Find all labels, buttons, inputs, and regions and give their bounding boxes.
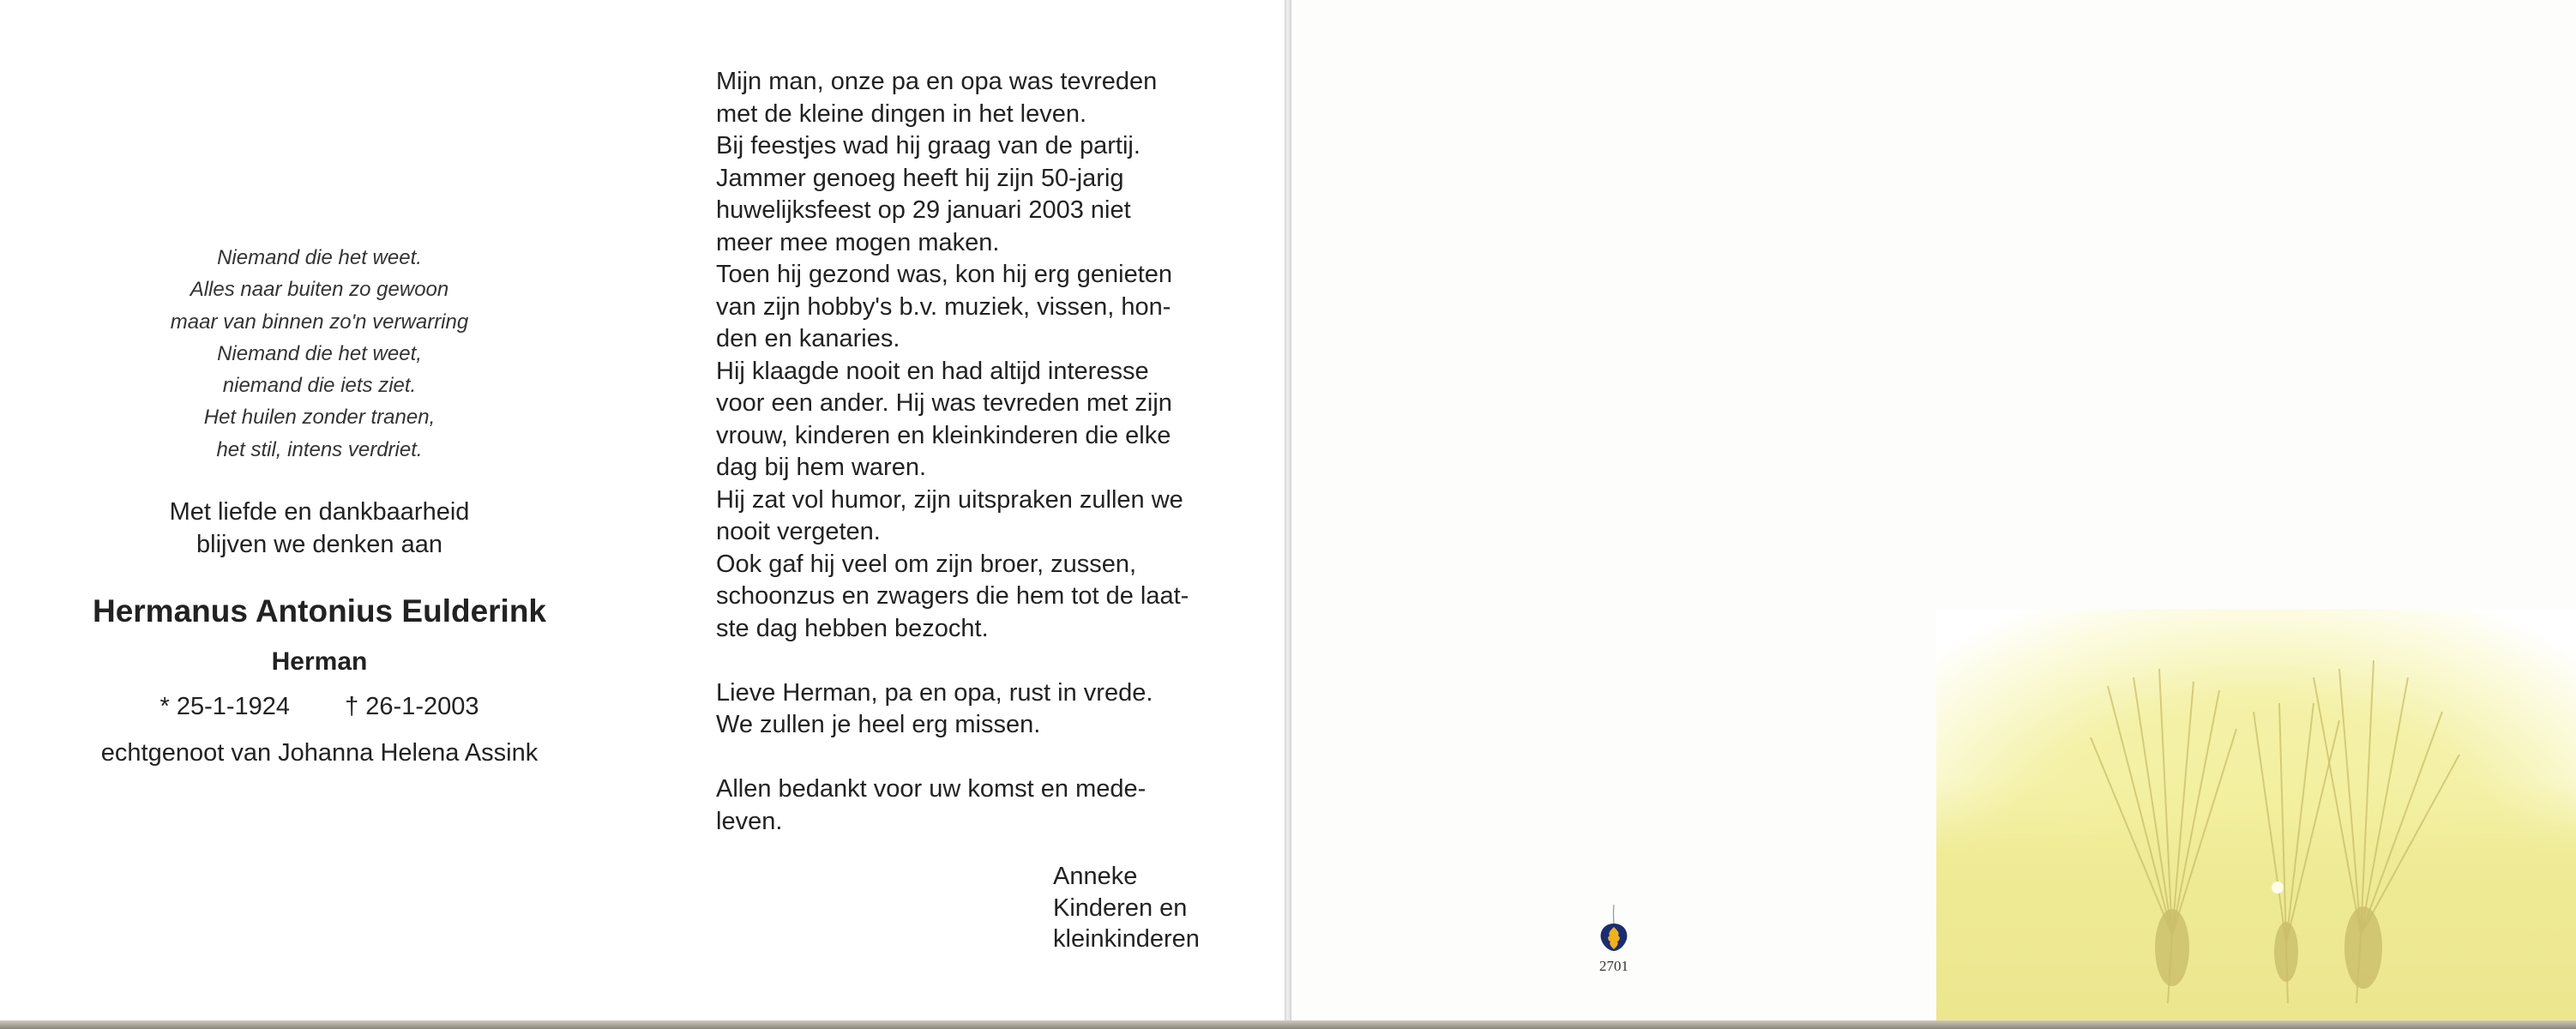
memorial-text-line: met de kleine dingen in het leven.: [716, 99, 1087, 128]
poem-line: Het huilen zonder tranen,: [203, 406, 436, 430]
poem-line: het stil, intens verdriet.: [216, 437, 423, 461]
birth-date: * 25-1-1924: [159, 693, 291, 720]
memorial-text-line: leven.: [716, 807, 783, 835]
memorial-text-line: vrouw, kinderen en kleinkinderen die elke: [716, 421, 1171, 449]
dedication: [69, 496, 570, 561]
death-date: † 26-1-2003: [345, 693, 479, 720]
memorial-text: [716, 66, 1189, 838]
memorial-text-line: den en kanaries.: [716, 325, 900, 352]
memorial-text-line: ste dag hebben bezocht.: [716, 614, 989, 642]
poem: [69, 242, 570, 466]
poem-line: Niemand die het weet,: [217, 341, 422, 365]
poem-line: niemand die iets ziet.: [222, 374, 417, 398]
card-fold: [1285, 0, 1291, 1029]
memorial-text-line: voor een ander. Hij was tevreden met zijn: [716, 389, 1172, 417]
signature: [1053, 861, 1200, 955]
signature-line: Anneke: [1053, 863, 1138, 890]
memorial-text-line: huwelijksfeest op 29 januari 2003 niet: [716, 196, 1131, 224]
pollard-willows-in-mist-photo: [1936, 609, 2576, 1020]
card-bottom-edge: [0, 1020, 2576, 1029]
memorial-text-line: Hij klaagde nooit en had altijd interesse: [716, 357, 1149, 385]
card-inner-left-page: [0, 0, 1285, 1022]
memorial-text-line: Ook gaf hij veel om zijn broer, zussen,: [716, 550, 1137, 578]
poem-line: Niemand die het weet.: [217, 246, 422, 269]
poem-line: maar van binnen zo'n verwarring: [170, 310, 469, 334]
deceased-name: Hermanus Antonius Eulderink: [92, 593, 547, 629]
poem-line: Alles naar buiten zo gewoon: [190, 278, 449, 302]
life-dates: [34, 693, 605, 721]
memorial-text-line: Jammer genoeg heeft hij zijn 50-jarig: [716, 164, 1124, 192]
memorial-text-line: Allen bedankt voor uw komst en mede-: [716, 775, 1147, 803]
memorial-text-line: nooit vergeten.: [716, 518, 881, 545]
spouse-line: echtgenoot van Johanna Helena Assink: [100, 739, 539, 767]
dedication-line: blijven we denken aan: [196, 531, 442, 558]
memorial-text-line: van zijn hobby's b.v. muziek, vissen, hon-: [716, 292, 1171, 321]
memorial-text-line: meer mee mogen maken.: [716, 228, 1000, 256]
signature-line: kleinkinderen: [1053, 925, 1200, 953]
print-code: 2701: [1599, 958, 1628, 974]
memorial-text-line: Lieve Herman, pa en opa, rust in vrede.: [716, 678, 1153, 707]
memorial-text-line: Mijn man, onze pa en opa was tevreden: [716, 68, 1158, 95]
memorial-text-line: Toen hij gezond was, kon hij erg genieten: [716, 261, 1173, 288]
oak-leaf-emblem-icon: [1597, 905, 1631, 956]
memorial-text-line: schoonzus en zwagers die hem tot de laat-: [716, 582, 1189, 610]
deceased-nickname: Herman: [271, 647, 368, 676]
memorial-text-line: [716, 742, 1189, 774]
signature-line: Kinderen en: [1053, 894, 1188, 922]
memorial-text-line: Bij feestjes wad hij graag van de partij.: [716, 132, 1141, 159]
memorial-text-line: [716, 645, 1189, 677]
dedication-line: Met liefde en dankbaarheid: [169, 498, 470, 526]
memorial-text-line: We zullen je heel erg missen.: [716, 711, 1041, 738]
memorial-text-line: dag bij hem waren.: [716, 454, 927, 481]
memorial-text-line: Hij zat vol humor, zijn uitspraken zullen we: [716, 485, 1183, 514]
